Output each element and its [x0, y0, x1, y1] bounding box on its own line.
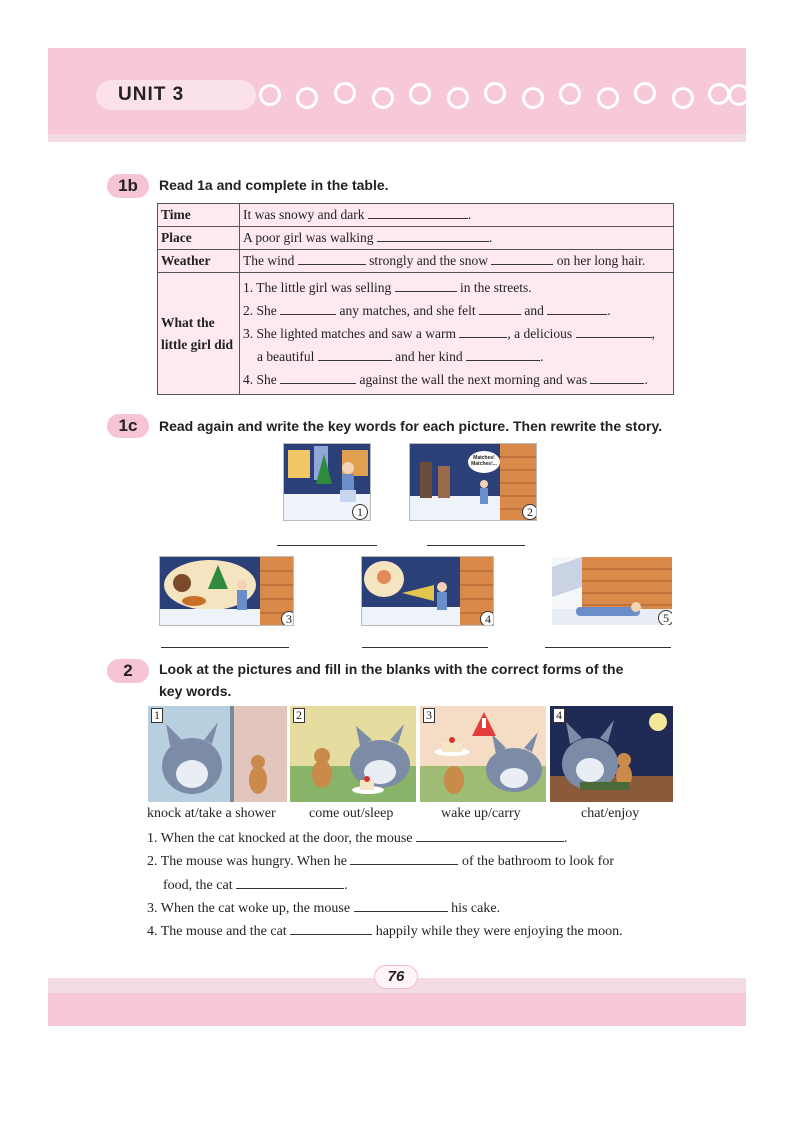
- section-badge-1b: 1b: [107, 174, 149, 198]
- answer-blank[interactable]: [416, 830, 564, 842]
- cat-knocking-illustration: [148, 706, 287, 802]
- row-text: .: [607, 303, 611, 318]
- row-content-weather: [240, 250, 674, 273]
- picture-number: 3: [423, 708, 435, 723]
- ring: [447, 87, 469, 109]
- keyword-label: wake up/carry: [441, 806, 521, 821]
- row-text: .: [467, 207, 472, 222]
- answer-blank[interactable]: [459, 326, 507, 338]
- row-content-time: [240, 204, 674, 227]
- story-picture-5: [551, 556, 673, 626]
- ring: [334, 82, 356, 104]
- picture-number: 3: [281, 611, 294, 626]
- row-text: against the wall the next morning and was: [359, 372, 588, 387]
- ring: [372, 87, 394, 109]
- row-text: It was snowy and dark: [243, 207, 365, 222]
- sentence-text: 4. The mouse and the cat: [147, 924, 287, 939]
- row-label-weather: Weather: [158, 250, 240, 273]
- answer-blank[interactable]: [354, 900, 448, 912]
- row-text: A poor girl was walking: [243, 230, 374, 245]
- story-picture-4: [361, 556, 494, 626]
- keyword-label: chat/enjoy: [581, 806, 640, 821]
- answer-blank[interactable]: [368, 207, 468, 219]
- sentence-text: 2. The mouse was hungry. When he: [147, 854, 347, 869]
- keyword-label: come out/sleep: [309, 806, 394, 821]
- row-label-time: Time: [158, 204, 240, 227]
- footer-band: [48, 993, 746, 1026]
- exercise-sentence-2: [147, 853, 614, 870]
- mouse-cat-sleeping-illustration: [290, 706, 416, 802]
- row-text: 4. She: [243, 372, 277, 387]
- row-text: 3. She lighted matches and saw a warm: [243, 326, 456, 341]
- answer-blank[interactable]: [576, 326, 652, 338]
- picture-number: 2: [293, 708, 305, 723]
- answer-blank[interactable]: [280, 372, 356, 384]
- unit-title: UNIT 3: [118, 84, 185, 105]
- cartoon-picture-1: [148, 706, 287, 802]
- key-word-line[interactable]: [545, 647, 671, 648]
- answer-blank[interactable]: [491, 253, 553, 265]
- ring: [259, 84, 281, 106]
- exercise-sentence-1: [147, 830, 568, 847]
- row-text: any matches, and she felt: [339, 303, 476, 318]
- section-badge-1c: 1c: [107, 414, 149, 438]
- row-text: 2. She: [243, 303, 277, 318]
- sentence-text: happily while they were enjoying the moon.: [375, 924, 623, 939]
- grandmother-vision-illustration: [362, 557, 494, 626]
- story-picture-1: [283, 443, 371, 521]
- picture-number: 1: [352, 504, 368, 520]
- instruction-2-line2: key words.: [159, 683, 232, 699]
- answer-blank[interactable]: [590, 372, 644, 384]
- mouse-carrying-cake-illustration: [420, 706, 546, 802]
- row-text: in the streets.: [459, 280, 532, 295]
- sentence-text: food, the cat: [163, 878, 233, 893]
- ring: [409, 83, 431, 105]
- sentence-text: .: [564, 831, 568, 846]
- table-row: [158, 227, 674, 250]
- picture-number: 4: [480, 611, 494, 626]
- ring: [296, 87, 318, 109]
- morning-wall-illustration: [552, 557, 673, 626]
- ring: [672, 87, 694, 109]
- picture-number: 1: [151, 708, 163, 723]
- cat-mouse-moon-illustration: [550, 706, 673, 802]
- answer-blank[interactable]: [547, 303, 607, 315]
- exercise-sentence-3: [147, 900, 500, 917]
- row-text: .: [539, 349, 544, 364]
- row-content-girl: [240, 273, 674, 395]
- row-text: The wind: [243, 253, 295, 268]
- header-strip: [48, 134, 746, 142]
- story-picture-2: [409, 443, 537, 521]
- row-text: .: [644, 372, 648, 387]
- answer-blank[interactable]: [395, 280, 457, 292]
- ring: [597, 87, 619, 109]
- key-word-line[interactable]: [277, 545, 377, 546]
- key-word-line[interactable]: [161, 647, 289, 648]
- ring: [559, 83, 581, 105]
- exercise-sentence-2-cont: [163, 877, 348, 894]
- ring: [522, 87, 544, 109]
- instruction-1c: Read again and write the key words for each picture. Then rewrite the story.: [159, 418, 663, 434]
- ring: [728, 84, 750, 106]
- keyword-label: knock at/take a shower: [147, 806, 276, 821]
- row-text: and her kind: [395, 349, 463, 364]
- warm-stove-dream-illustration: [160, 557, 294, 626]
- row-text: ,: [651, 326, 655, 341]
- exercise-sentence-4: [147, 923, 623, 940]
- answer-blank[interactable]: [236, 877, 344, 889]
- answer-blank[interactable]: [350, 853, 458, 865]
- table-row: [158, 204, 674, 227]
- cartoon-picture-3: [420, 706, 546, 802]
- row-text: on her long hair.: [556, 253, 646, 268]
- cartoon-picture-2: [290, 706, 416, 802]
- row-label-girl: What the little girl did: [158, 273, 240, 395]
- sentence-text: of the bathroom to look for: [461, 854, 615, 869]
- ring: [708, 83, 730, 105]
- answer-blank[interactable]: [466, 349, 540, 361]
- key-word-line[interactable]: [362, 647, 488, 648]
- row-text: strongly and the snow: [369, 253, 488, 268]
- table-row: [158, 273, 674, 395]
- instruction-1b: Read 1a and complete in the table.: [159, 177, 389, 193]
- row-text: 1. The little girl was selling: [243, 280, 392, 295]
- ring: [484, 82, 506, 104]
- sentence-text: 1. When the cat knocked at the door, the mouse: [147, 831, 413, 846]
- answer-blank[interactable]: [298, 253, 366, 265]
- page-number: 76: [374, 965, 418, 989]
- section-badge-2: 2: [107, 659, 149, 683]
- answer-blank[interactable]: [280, 303, 336, 315]
- row-text: and: [524, 303, 544, 318]
- picture-number: 2: [522, 504, 537, 520]
- sentence-text: his cake.: [451, 901, 501, 916]
- row-text: a beautiful: [257, 349, 315, 364]
- answer-blank[interactable]: [318, 349, 392, 361]
- table-row: [158, 250, 674, 273]
- key-word-line[interactable]: [427, 545, 525, 546]
- story-picture-3: [159, 556, 294, 626]
- speech-bubble: Matches! Matches!...: [471, 455, 497, 467]
- cartoon-picture-4: [550, 706, 673, 802]
- instruction-2-line1: Look at the pictures and fill in the blanks with the correct forms of the: [159, 661, 624, 677]
- ring: [634, 82, 656, 104]
- row-text: .: [488, 230, 493, 245]
- sentence-text: .: [344, 878, 348, 893]
- completion-table: [157, 203, 674, 395]
- answer-blank[interactable]: [290, 923, 372, 935]
- row-content-place: [240, 227, 674, 250]
- answer-blank[interactable]: [377, 230, 489, 242]
- answer-blank[interactable]: [479, 303, 521, 315]
- picture-number: 4: [553, 708, 565, 723]
- row-text: , a delicious: [507, 326, 573, 341]
- sentence-text: 3. When the cat woke up, the mouse: [147, 901, 351, 916]
- row-label-place: Place: [158, 227, 240, 250]
- picture-number: 5: [658, 610, 673, 626]
